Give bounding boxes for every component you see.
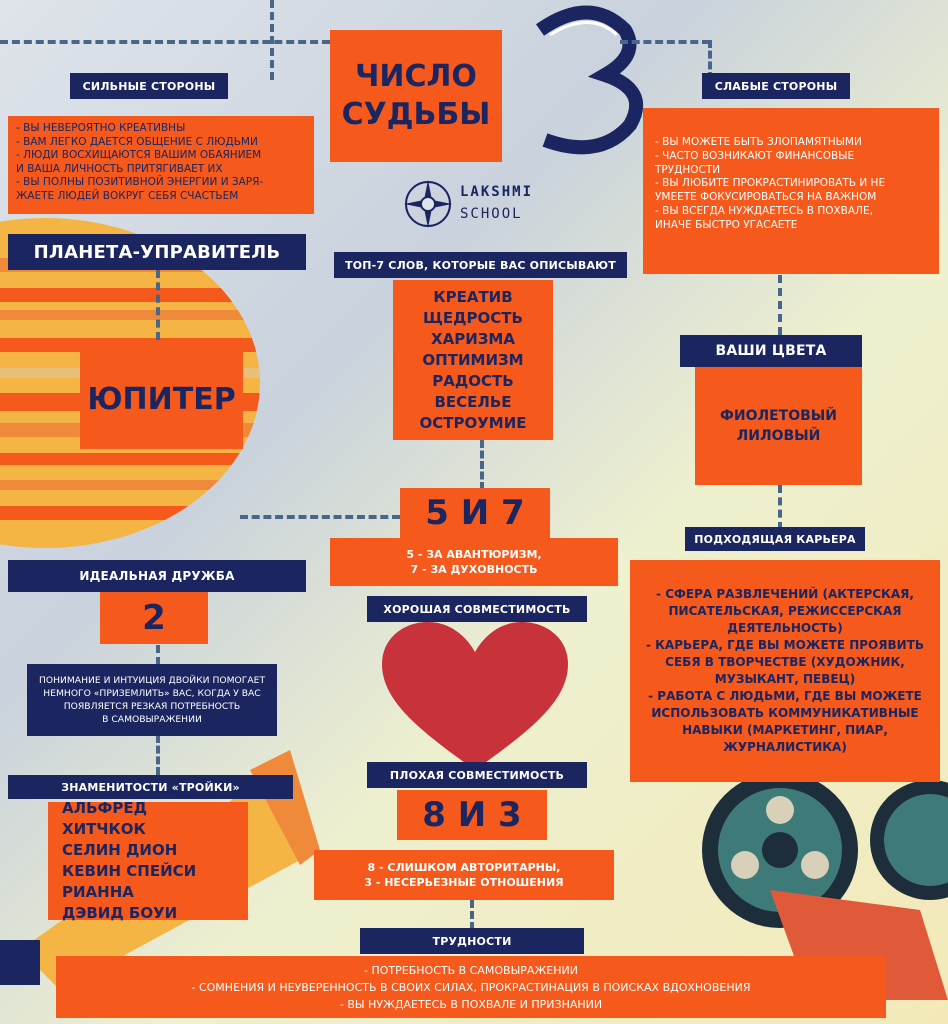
difficulty-item: - СОМНЕНИЯ И НЕУВЕРЕННОСТЬ В СВОИХ СИЛАХ, ПРОКРАСТИНАЦИЯ В ПОИСКАХ ВДОХНОВЕНИЯ [191,980,751,994]
top-words-list [393,280,553,440]
colors-card [695,367,862,485]
bad-compat-value-card [397,790,547,840]
ruling-planet-header-text: ПЛАНЕТА-УПРАВИТЕЛЬ [33,241,281,263]
title-card [330,30,502,162]
connector-line [0,40,330,44]
word-item: ВЕСЕЛЬЕ [434,392,512,411]
strength-item: - ЛЮДИ ВОСХИЩАЮТСЯ ВАШИМ ОБАЯНИЕМ [16,149,262,162]
top-words-header-text: ТОП-7 СЛОВ, КОТОРЫЕ ВАС ОПИСЫВАЮТ [344,258,616,272]
celebrity-item: ДЭВИД БОУИ [62,904,178,922]
logo [402,172,562,236]
strength-item: ЖАЕТЕ ЛЮДЕЙ ВОКРУГ СЕБЯ СЧАСТЬЕМ [16,189,239,202]
difficulties-header [360,928,584,954]
connector-line [620,40,710,44]
color-item: ФИОЛЕТОВЫЙ [719,408,838,424]
difficulty-item: - ПОТРЕБНОСТЬ В САМОВЫРАЖЕНИИ [364,963,578,977]
bad-compat-header [367,762,587,788]
compass-logo-icon [402,178,454,230]
connector-line [156,645,160,665]
celebrities-header-text: ЗНАМЕНИТОСТИ «ТРОЙКИ» [61,780,240,794]
friendship-note: ПОЯВЛЯЕТСЯ РЕЗКАЯ ПОТРЕБНОСТЬ [63,701,241,712]
strength-item: - ВЫ НЕВЕРОЯТНО КРЕАТИВНЫ [16,122,186,134]
career-item: ИСПОЛЬЗОВАТЬ КОММУНИКАТИВНЫЕ [651,706,919,720]
celebrity-item: АЛЬФРЕД ХИТЧКОК [62,799,147,838]
friendship-value: 2 [142,598,166,638]
friendship-note: НЕМНОГО «ПРИЗЕМЛИТЬ» ВАС, КОГДА У ВАС [43,688,261,699]
good-compat-note: 7 - ЗА ДУХОВНОСТЬ [410,563,538,576]
career-item: МУЗЫКАНТ, ПЕВЕЦ) [714,672,856,686]
career-header-text: ПОДХОДЯЩАЯ КАРЬЕРА [694,532,856,546]
weakness-item: - ВЫ ВСЕГДА НУЖДАЕТЕСЬ В ПОХВАЛЕ, [655,204,873,217]
connector-line [470,900,474,930]
good-compat-value: 5 И 7 [425,493,525,533]
good-compat-note: 5 - ЗА АВАНТЮРИЗМ, [406,548,542,561]
career-item: НАВЫКИ (МАРКЕТИНГ, ПИАР, [682,723,888,737]
word-item: ХАРИЗМА [431,329,515,348]
page-title-line1: ЧИСЛО [355,59,477,94]
good-compat-notes [330,538,618,586]
logo-text-line1: LAKSHMI [460,184,534,200]
weakness-item: ИНАЧЕ БЫСТРО УГАСАЕТЕ [655,218,798,231]
connector-line [156,270,160,340]
connector-line [480,440,484,490]
weaknesses-header [702,73,850,99]
connector-line [156,735,160,775]
celebrity-item: РИАННА [62,883,134,901]
colors-header-text: ВАШИ ЦВЕТА [715,343,827,359]
career-header [685,527,865,551]
page-title-line2: СУДЬБЫ [341,97,491,132]
career-item: СЕБЯ В ТВОРЧЕСТВЕ (ХУДОЖНИК, [665,655,905,669]
difficulties-header-text: ТРУДНОСТИ [432,934,512,948]
connector-line [778,275,782,335]
strengths-header [70,73,228,99]
career-item: - КАРЬЕРА, ГДЕ ВЫ МОЖЕТЕ ПРОЯВИТЬ [645,638,925,652]
celebrities-list [48,799,248,922]
bad-compat-notes [314,850,614,900]
strengths-header-text: СИЛЬНЫЕ СТОРОНЫ [82,79,216,93]
good-compat-header [367,596,587,622]
word-item: ОПТИМИЗМ [422,350,524,369]
celebrities-header [8,775,293,799]
word-item: ОСТРОУМИЕ [419,413,527,432]
career-list [630,560,940,782]
weakness-item: ТРУДНОСТИ [655,163,721,176]
friendship-notes [27,664,277,736]
career-item: ПИСАТЕЛЬСКАЯ, РЕЖИССЕРСКАЯ [668,604,902,618]
bad-compat-value: 8 И 3 [422,795,522,835]
friendship-header-text: ИДЕАЛЬНАЯ ДРУЖБА [79,569,235,583]
good-compat-header-text: ХОРОШАЯ СОВМЕСТИМОСТЬ [383,602,571,616]
ruling-planet-value: ЮПИТЕР [87,381,236,417]
career-item: ЖУРНАЛИСТИКА) [723,740,847,754]
friendship-header [8,560,306,592]
friendship-note: ПОНИМАНИЕ И ИНТУИЦИЯ ДВОЙКИ ПОМОГАЕТ [38,675,266,686]
career-item: - СФЕРА РАЗВЛЕЧЕНИЙ (АКТЕРСКАЯ, [656,587,914,601]
weakness-item: - ВЫ МОЖЕТЕ БЫТЬ ЗЛОПАМЯТНЫМИ [655,136,862,148]
heart-icon [382,622,568,772]
weakness-item: - ВЫ ЛЮБИТЕ ПРОКРАСТИНИРОВАТЬ И НЕ [655,177,886,190]
celebrity-item: КЕВИН СПЕЙСИ [62,862,197,880]
connector-line [778,485,782,530]
career-item: ДЕЯТЕЛЬНОСТЬ) [727,621,843,635]
good-compat-value-card [400,488,550,538]
word-item: ЩЕДРОСТЬ [423,308,523,327]
weaknesses-list [643,108,939,274]
bad-compat-note: 3 - НЕСЕРЬЕЗНЫЕ ОТНОШЕНИЯ [364,876,564,889]
word-item: КРЕАТИВ [433,287,513,306]
career-item: - РАБОТА С ЛЮДЬМИ, ГДЕ ВЫ МОЖЕТЕ [648,689,922,703]
logo-text-line2: SCHOOL [460,206,523,222]
colors-header [680,335,862,367]
weaknesses-header-text: СЛАБЫЕ СТОРОНЫ [714,79,838,93]
friendship-note: В САМОВЫРАЖЕНИИ [102,714,202,725]
friendship-value-card [100,592,208,644]
difficulty-item: - ВЫ НУЖДАЕТЕСЬ В ПОХВАЛЕ И ПРИЗНАНИИ [339,997,603,1011]
celebrity-item: СЕЛИН ДИОН [62,841,178,859]
bad-compat-header-text: ПЛОХАЯ СОВМЕСТИМОСТЬ [389,768,565,782]
strength-item: И ВАША ЛИЧНОСТЬ ПРИТЯГИВАЕТ ИХ [16,162,223,175]
difficulties-list [56,956,886,1018]
strengths-list [8,116,314,214]
connector-line [270,0,274,80]
weakness-item: - ЧАСТО ВОЗНИКАЮТ ФИНАНСОВЫЕ [655,149,855,162]
strength-item: - ВАМ ЛЕГКО ДАЕТСЯ ОБЩЕНИЕ С ЛЮДЬМИ [16,135,258,148]
ruling-planet-header [8,234,306,270]
ruling-planet-card [80,349,243,449]
bad-compat-note: 8 - СЛИШКОМ АВТОРИТАРНЫ, [367,861,561,874]
color-item: ЛИЛОВЫЙ [736,428,821,444]
strength-item: - ВЫ ПОЛНЫ ПОЗИТИВНОЙ ЭНЕРГИИ И ЗАРЯ- [16,176,264,189]
connector-line [240,515,400,519]
word-item: РАДОСТЬ [432,371,514,390]
weakness-item: УМЕЕТЕ ФОКУСИРОВАТЬСЯ НА ВАЖНОМ [655,191,877,204]
top-words-header [334,252,627,278]
